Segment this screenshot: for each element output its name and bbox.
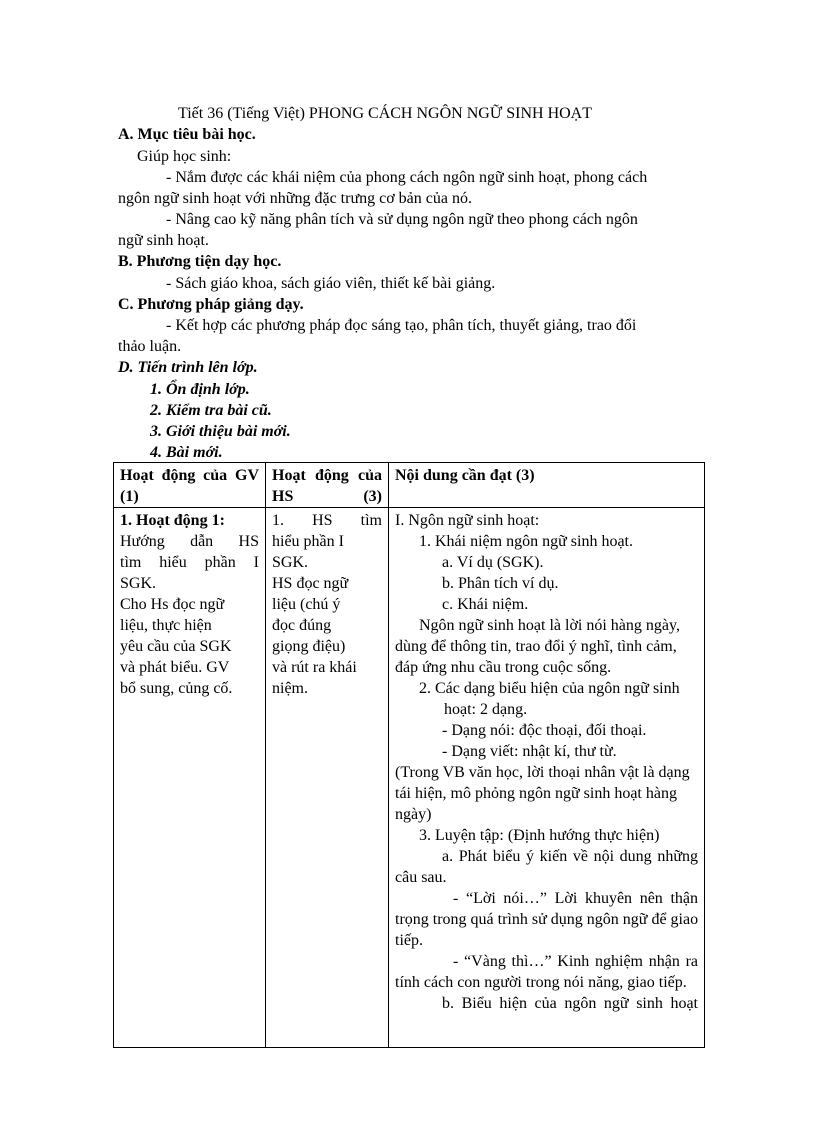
content-line: c. Khái niệm. bbox=[442, 596, 529, 613]
content-line: tính cách con người trong nói năng, giao tiếp. bbox=[395, 974, 687, 991]
cell-line: niệm. bbox=[272, 680, 308, 697]
teacher-activity-cell bbox=[114, 508, 266, 1048]
cell-line: Hướng dẫn HS bbox=[120, 533, 259, 550]
content-line: - “Lời nói…” Lời khuyên nên thận bbox=[453, 890, 698, 907]
cell-line: và rút ra khái bbox=[272, 659, 357, 676]
content-line: trọng trong quá trình sử dụng ngôn ngữ để giao bbox=[395, 911, 699, 928]
cell-line: Cho Hs đọc ngữ bbox=[120, 596, 225, 613]
activity-heading: 1. Hoạt động 1: bbox=[120, 512, 225, 529]
section-a-line: ngôn ngữ sinh hoạt với những đặc trưng cơ bản của nó. bbox=[118, 190, 472, 207]
content-line: 3. Luyện tập: (Định hướng thực hiện) bbox=[419, 827, 660, 844]
cell-line: và phát biểu. GV bbox=[120, 659, 230, 676]
content-line: câu sau. bbox=[395, 869, 447, 886]
cell-line: yêu cầu của SGK bbox=[120, 638, 232, 655]
content-line: hoạt: 2 dạng. bbox=[444, 701, 528, 718]
cell-line: liệu, thực hiện bbox=[120, 617, 212, 634]
content-line: b. Biểu hiện của ngôn ngữ sinh hoạt bbox=[442, 995, 698, 1012]
section-b-line: - Sách giáo khoa, sách giáo viên, thiết kế bài giảng. bbox=[166, 275, 496, 292]
table-row bbox=[114, 508, 705, 1048]
cell-line: liệu (chú ý bbox=[272, 596, 341, 613]
content-line: đáp ứng nhu cầu trong cuộc sống. bbox=[395, 659, 612, 676]
section-c-line: - Kết hợp các phương pháp đọc sáng tạo, phân tích, thuyết giảng, trao đổi bbox=[166, 317, 637, 334]
cell-line: đọc đúng bbox=[272, 617, 332, 634]
content-line: Ngôn ngữ sinh hoạt là lời nói hàng ngày, bbox=[419, 617, 680, 634]
cell-line: giọng điệu) bbox=[272, 638, 346, 655]
content-line: a. Phát biểu ý kiến về nội dung những bbox=[442, 848, 698, 865]
section-d-step: 4. Bài mới. bbox=[150, 444, 223, 461]
content-line: - “Vàng thì…” Kinh nghiệm nhận ra bbox=[453, 953, 698, 970]
section-a-intro: Giúp học sinh: bbox=[137, 148, 232, 165]
cell-line: hiểu phần I bbox=[272, 533, 344, 550]
content-line: 2. Các dạng biểu hiện của ngôn ngữ sinh bbox=[419, 680, 680, 697]
section-c-line: thảo luận. bbox=[118, 338, 182, 355]
page-title: Tiết 36 (Tiếng Việt) PHONG CÁCH NGÔN NGỮ SINH HOẠT bbox=[178, 105, 592, 122]
cell-line: bổ sung, củng cố. bbox=[120, 680, 233, 697]
content-line: tái hiện, mô phỏng ngôn ngữ sinh hoạt hàng bbox=[395, 785, 677, 802]
cell-line: HS đọc ngữ bbox=[272, 575, 349, 592]
section-a-heading: A. Mục tiêu bài học. bbox=[118, 126, 256, 143]
table-header-row bbox=[114, 463, 705, 508]
cell-line: SGK. bbox=[272, 554, 309, 571]
content-cell bbox=[389, 508, 705, 1048]
section-a-line: - Nắm được các khái niệm của phong cách ngôn ngữ sinh hoạt, phong cách bbox=[166, 169, 648, 186]
content-line: tiếp. bbox=[395, 932, 423, 949]
cell-line: 1. HS tìm bbox=[272, 512, 382, 529]
section-a-line: ngữ sinh hoạt. bbox=[118, 232, 209, 249]
cell-line: SGK. bbox=[120, 575, 157, 592]
content-line: ngày) bbox=[395, 806, 432, 823]
section-a-line: - Nâng cao kỹ năng phân tích và sử dụng ngôn ngữ theo phong cách ngôn bbox=[166, 211, 638, 228]
content-line: b. Phân tích ví dụ. bbox=[442, 575, 559, 592]
content-line: - Dạng nói: độc thoại, đối thoại. bbox=[442, 722, 647, 739]
section-b-heading: B. Phương tiện dạy học. bbox=[118, 253, 282, 270]
content-line: - Dạng viết: nhật kí, thư từ. bbox=[442, 743, 617, 760]
content-line: (Trong VB văn học, lời thoại nhân vật là dạng bbox=[395, 764, 690, 781]
header-teacher-activity: Hoạt động của GV (1) bbox=[114, 463, 266, 508]
content-line: a. Ví dụ (SGK). bbox=[442, 554, 544, 571]
content-line: dùng để thông tin, trao đổi ý nghĩ, tình cảm, bbox=[395, 638, 677, 655]
section-d-step: 2. Kiểm tra bài cũ. bbox=[150, 402, 272, 419]
section-d-heading: D. Tiến trình lên lớp. bbox=[118, 359, 258, 376]
cell-line: tìm hiểu phần I bbox=[120, 554, 259, 571]
lesson-table bbox=[113, 462, 705, 1048]
section-c-heading: C. Phương pháp giảng dạy. bbox=[118, 296, 304, 313]
section-d-step: 3. Giới thiệu bài mới. bbox=[150, 423, 291, 440]
student-activity-cell bbox=[266, 508, 389, 1048]
section-d-step: 1. Ổn định lớp. bbox=[150, 381, 250, 398]
header-student-activity: Hoạt động của HS (3) bbox=[266, 463, 389, 508]
content-line: I. Ngôn ngữ sinh hoạt: bbox=[395, 512, 540, 529]
content-line: 1. Khái niệm ngôn ngữ sinh hoạt. bbox=[419, 533, 633, 550]
header-content: Nội dung cần đạt (3) bbox=[389, 463, 705, 508]
